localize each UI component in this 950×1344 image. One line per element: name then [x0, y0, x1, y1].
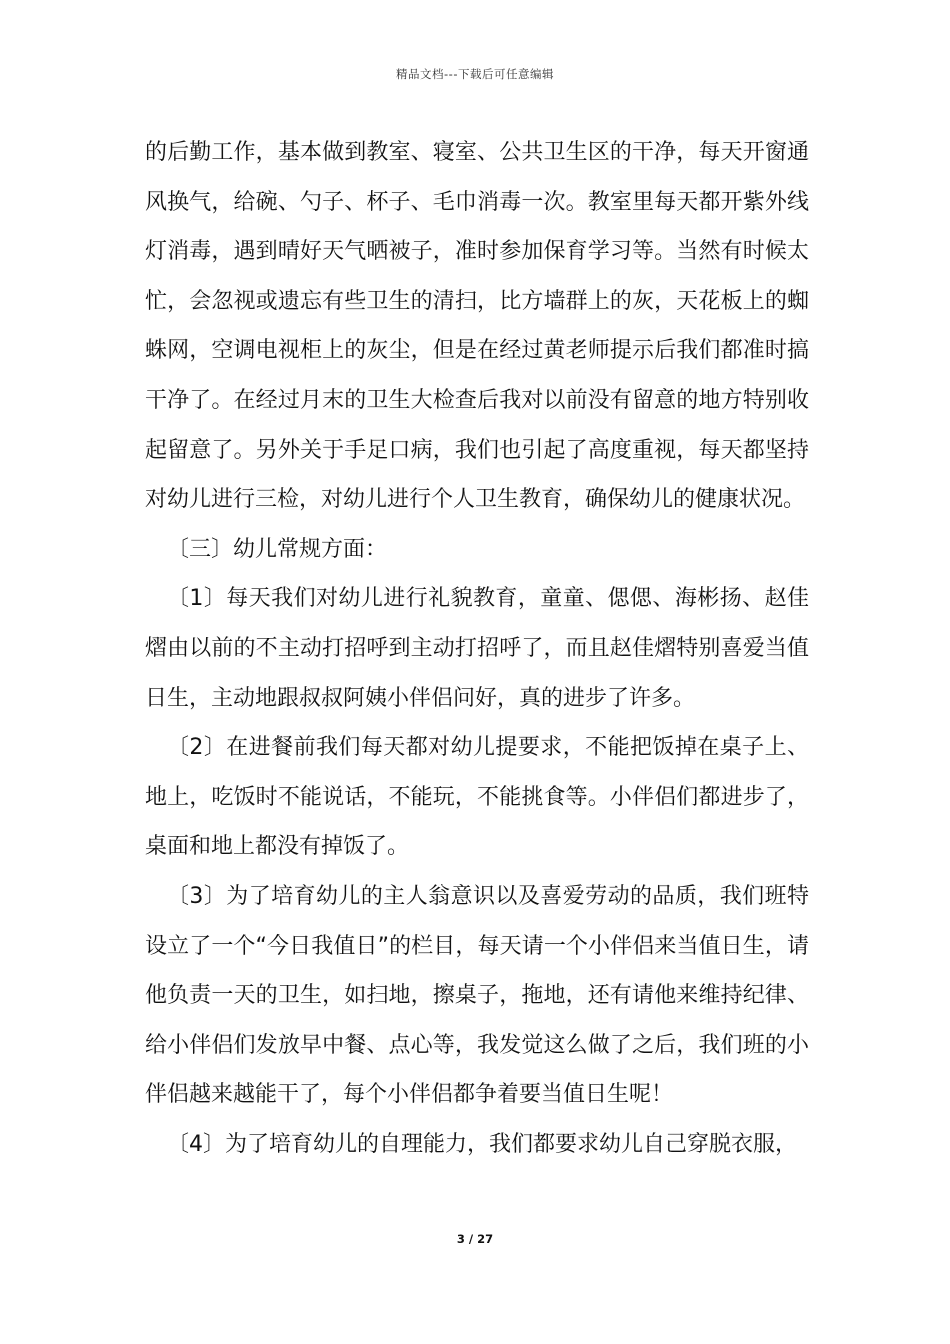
paragraph: 〔3〕为了培育幼儿的主人翁意识以及喜爱劳动的品质，我们班特设立了一个“今日我值日”的栏目，每天请一个小伴侣来当值日生，请他负责一天的卫生，如扫地，擦桌子，拖地，还有请他来维持纪律、给小伴侣们发放早中餐、点心等，我发觉这么做了之后，我们班的小伴侣越来越能干了，每个小伴侣都争着要当值日生呢！ [145, 883, 809, 1108]
page-number: 3 / 27 [456, 1232, 494, 1246]
paragraph: 〔1〕每天我们对幼儿进行礼貌教育，童童、偲偲、海彬扬、赵佳熠由以前的不主动打招呼到主动打招呼了，而且赵佳熠特别喜爱当值日生，主动地跟叔叔阿姨小伴侣问好，真的进步了许多。 [145, 586, 809, 711]
paragraph: 〔4〕为了培育幼儿的自理能力，我们都要求幼儿自己穿脱衣服， [167, 1131, 797, 1157]
section-heading: 〔三〕幼儿常规方面： [167, 536, 388, 562]
document-body [145, 128, 809, 1169]
page-header: 精品文档---下载后可任意编辑 [396, 67, 554, 81]
paragraph: 的后勤工作，基本做到教室、寝室、公共卫生区的干净，每天开窗通风换气，给碗、勺子、杯子、毛巾消毒一次。教室里每天都开紫外线灯消毒，遇到晴好天气晒被子，准时参加保育学习等。当然有时候太忙，会忽视或遗忘有些卫生的清扫，比方墙群上的灰，天花板上的蜘蛛网，空调电视柜上的灰尘，但是在经过黄老师提示后我们都准时搞干净了。在经过月末的卫生大检查后我对以前没有留意的地方特别收起留意了。另外关于手足口病，我们也引起了高度重视，每天都坚持对幼儿进行三检，对幼儿进行个人卫生教育，确保幼儿的健康状况。 [145, 140, 809, 513]
paragraph: 〔2〕在进餐前我们每天都对幼儿提要求，不能把饭掉在桌子上、地上，吃饭时不能说话，不能玩，不能挑食等。小伴侣们都进步了，桌面和地上都没有掉饭了。 [145, 735, 809, 860]
